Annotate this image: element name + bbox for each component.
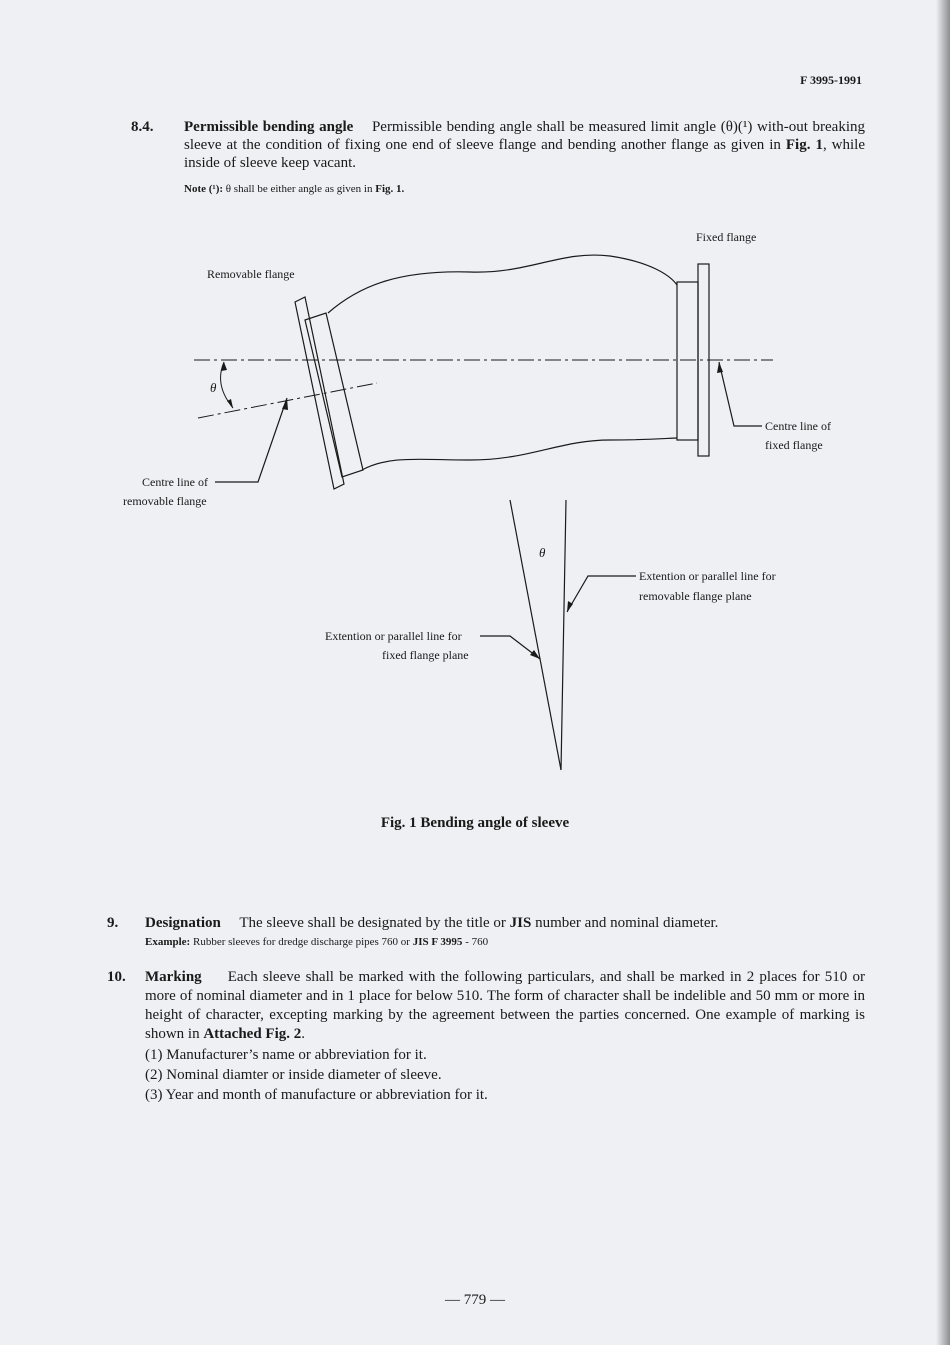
leader-ext-removable: [567, 576, 636, 612]
example: [145, 935, 865, 949]
arrow-centre-removable: [282, 398, 288, 410]
leader-centre-fixed: [719, 362, 762, 426]
section-body: [145, 968, 865, 1044]
example-tail: - 760: [465, 936, 489, 948]
section-text: The sleeve shall be designated by the title or: [239, 915, 506, 931]
figure-caption: Fig. 1 Bending angle of sleeve: [380, 815, 570, 831]
label-centre-fixed-2: fixed flange: [765, 438, 823, 452]
note-figure-reference: Fig. 1.: [375, 183, 405, 195]
sleeve-body-bottom: [362, 438, 677, 470]
example-label: Example:: [145, 936, 191, 948]
label-ext-fixed-1: Extention or parallel line for: [325, 629, 462, 643]
note-label: Note (¹):: [184, 183, 224, 195]
section-number: 8.4.: [131, 119, 154, 135]
label-centre-removable-1: Centre line of: [142, 475, 208, 489]
section-text-end: number and nominal diameter.: [535, 915, 719, 931]
fixed-plane-line: [510, 500, 561, 770]
label-ext-removable-2: removable flange plane: [639, 589, 752, 603]
document-id: F 3995-1991: [800, 73, 862, 87]
leader-centre-removable: [215, 398, 287, 482]
leader-ext-fixed: [480, 636, 540, 659]
section-text-end: .: [301, 1026, 305, 1042]
page-number: — 779 —: [445, 1292, 505, 1308]
sleeve-body-top: [328, 255, 677, 313]
label-fixed-flange: Fixed flange: [696, 230, 757, 244]
note-text: θ shall be either angle as given in: [225, 183, 373, 195]
section-number: 9.: [107, 915, 119, 931]
fixed-flange-inner: [677, 282, 698, 440]
section-text: Each sleeve shall be marked with the following particulars, and shall be marked in 2 places for 510 or more of nominal diameter and in 1 place for below 510. The form of character shall be indelible and 50 mm or more in height of character, excepting marking by the agreement between the parties concerned. One example of marking is shown in: [145, 969, 866, 1042]
removable-plane-line: [561, 500, 566, 770]
figure-reference: Fig. 1: [785, 137, 823, 153]
list-item: (1) Manufacturer’s name or abbreviation for it.: [145, 1047, 427, 1063]
section-title: Permissible bending angle: [184, 119, 354, 135]
removable-flange-outer: [295, 297, 344, 489]
example-standard: JIS F 3995: [412, 936, 463, 948]
jis-label: JIS: [509, 915, 532, 931]
figure-reference: Attached Fig. 2: [203, 1026, 302, 1042]
label-theta-2: θ: [539, 545, 546, 560]
section-title: Designation: [145, 915, 221, 931]
section-body: [145, 914, 865, 932]
list-item: (3) Year and month of manufacture or abbreviation for it.: [145, 1087, 488, 1103]
section-number: 10.: [107, 969, 126, 985]
label-centre-removable-2: removable flange: [123, 494, 207, 508]
section-text: Permissible bending angle shall be measured limit angle (θ)(¹) with-out breaking sleeve at the condition of fixing one end of sleeve flange and bending another flange as given in: [184, 119, 866, 153]
label-theta-1: θ: [210, 380, 217, 395]
label-centre-fixed-1: Centre line of: [765, 419, 831, 433]
label-ext-fixed-2: fixed flange plane: [382, 648, 469, 662]
label-removable-flange: Removable flange: [207, 267, 295, 281]
marking-list: [145, 1045, 865, 1105]
removable-centre-line: [198, 383, 377, 418]
example-text: Rubber sleeves for dredge discharge pipes 760 or: [192, 936, 410, 948]
list-item: (2) Nominal diamter or inside diameter of sleeve.: [145, 1067, 442, 1083]
section-text-end: , while inside of sleeve keep vacant.: [184, 137, 866, 171]
label-ext-removable-1: Extention or parallel line for: [639, 569, 776, 583]
section-title: Marking: [145, 969, 202, 985]
